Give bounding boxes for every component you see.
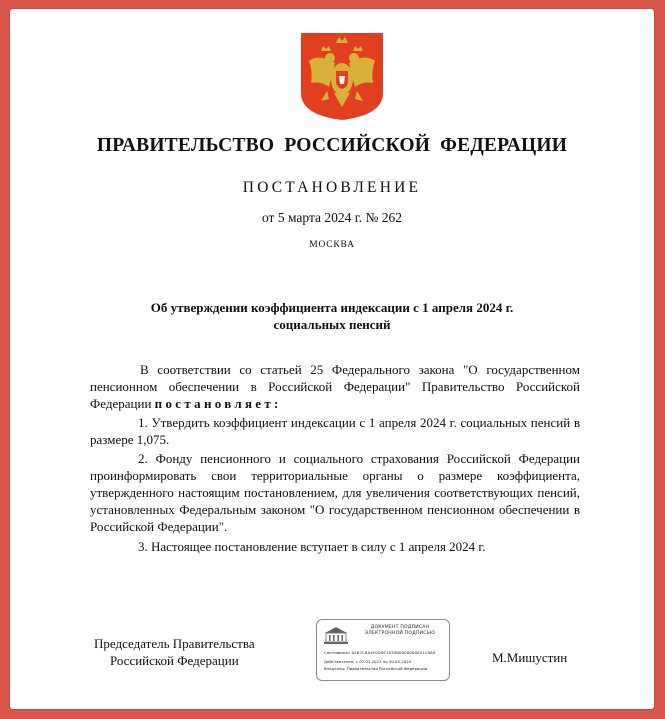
decrees-word: постановляет: [154, 396, 282, 411]
subject-line-1: Об утверждении коэффициента индексации с 1 апреля 2024 г. [150, 300, 514, 315]
decree-item-1: 1. Утвердить коэффициент индексации с 1 апреля 2024 г. социальных пенсий в размере 1,075. [90, 415, 580, 447]
preamble-text: В соответствии со статьей 25 Федерального закона "О государственном пенсионном обеспечении в Российской Федерации" Правительство Российской Федерации [90, 362, 580, 411]
document-date-number: от 5 марта 2024 г. № 262 [261, 210, 403, 225]
russian-coat-of-arms-icon [299, 31, 385, 121]
government-building-icon [323, 626, 349, 645]
stamp-title [353, 625, 447, 637]
decree-item-2: 2. Фонду пенсионного и социального страхования Российской Федерации проинформировать свои территориальные органы о размере коэффициента, утвержденного настоящим постановлением, для увеличения соответствующих пенсий, установленных Федеральным законом "О государственном пенсионном обеспечении в Российской Федерации". [90, 451, 580, 534]
stamp-valid: Действителен: с 07.03.2023 по 30.05.2024 [324, 659, 412, 664]
government-title: ПРАВИТЕЛЬСТВО РОССИЙСКОЙ ФЕДЕРАЦИИ [96, 135, 568, 156]
subject-line-2: социальных пенсий [273, 317, 391, 332]
document-type: ПОСТАНОВЛЕНИЕ [242, 179, 422, 196]
document-body [90, 361, 580, 555]
signer-name: М.Мишустин [492, 650, 568, 665]
decree-item-3: 3. Настоящее постановление вступает в силу с 1 апреля 2024 г. [138, 539, 486, 554]
signer-position-line-2: Российской Федерации [109, 653, 239, 668]
document-subject [90, 299, 574, 333]
preamble-paragraph [90, 361, 580, 412]
document-city: МОСКВА [309, 240, 355, 250]
signer-position-line-1: Председатель Правительства [94, 636, 255, 651]
document-page [10, 9, 654, 709]
stamp-title-line-1: ДОКУМЕНТ ПОДПИСАН [370, 625, 430, 630]
electronic-signature-stamp [316, 619, 450, 681]
stamp-title-line-2: ЭЛЕКТРОННОЙ ПОДПИСЬЮ [364, 631, 436, 636]
stamp-owner: Владелец: Правительство Российской Федерации [324, 666, 428, 671]
stamp-certificate: Сертификат 02B7C8A4F0D9E1835B0000000001C0A9 [324, 650, 436, 655]
signer-position [94, 635, 255, 669]
